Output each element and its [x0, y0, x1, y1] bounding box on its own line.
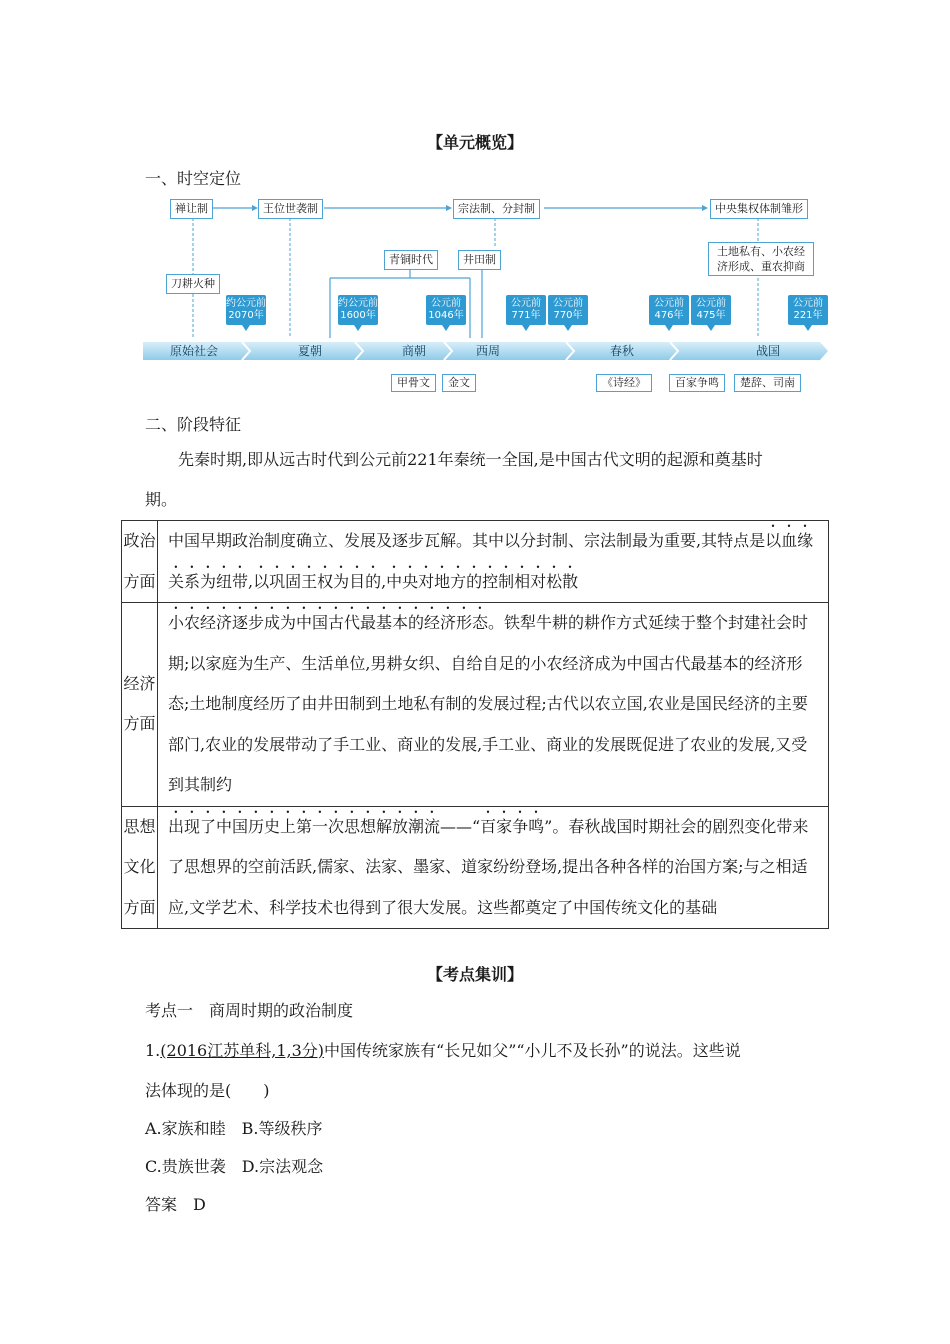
- table-row-label: 思想文化方面: [122, 806, 158, 929]
- row-text-emphasized: 出现了中国历史上第一次思想解放潮流——“百家争鸣”: [168, 816, 553, 836]
- table-row-content: [158, 521, 829, 603]
- timeline-box-oracle-bone: 甲骨文: [391, 374, 436, 392]
- exam-point-heading: 考点一 商周时期的政治制度: [145, 1001, 354, 1020]
- table-row-label: 经济方面: [122, 603, 158, 807]
- timeline-date-475bc: 公元前475年: [691, 295, 731, 325]
- timeline-diagram: [140, 190, 840, 400]
- timeline-date-221bc: 公元前221年: [788, 295, 828, 325]
- timeline-date-476bc: 公元前476年: [649, 295, 689, 325]
- table-row: [122, 806, 829, 929]
- question-1-answer: 答案 D: [145, 1195, 206, 1214]
- timeline-box-chuci-compass: 楚辞、司南: [734, 374, 801, 392]
- timeline-box-abdication: 禅让制: [170, 199, 213, 219]
- row-text-plain: 。铁犁牛耕的耕作方式延续于整个封建社会时期;以家庭为生产、生活单位,男耕女织、自给自足的小农经济成为中国古代最基本的经济形态;土地制度经历了由井田制到土地私有制的发展过程;古代以农立国,农业是国民经济的主要部门,农业的发展带动了手工业、商业的发展,手工业、商业的发展既促进了农业的发展,又受到其制约: [168, 613, 809, 794]
- row-text-plain: 中国早期政治制度确立、发展及逐步瓦解。其中以分封制、宗法制最为重要,其特点是: [168, 531, 766, 550]
- section-heading-stage-features: 二、阶段特征: [145, 415, 242, 434]
- era-shang: 商朝: [402, 344, 427, 358]
- question-1-options-ab: A.家族和睦 B.等级秩序: [145, 1119, 323, 1138]
- row-text-emphasized: 小农经济逐步成为中国古代最基本的经济形态: [168, 613, 489, 632]
- row-text-plain: 。春秋战国时期社会的剧烈变化带来了思想界的空前活跃,儒家、法家、墨家、道家纷纷登场,提出各种各样的治国方案;与之相适应,文学艺术、科学技术也得到了很大发展。这些都奠定了中国传统文化的基础: [168, 816, 809, 917]
- era-spring-autumn: 春秋: [610, 344, 635, 358]
- era-warring-states: 战国: [756, 344, 781, 358]
- era-primitive-society: 原始社会: [170, 344, 219, 358]
- stage-features-table: [121, 520, 829, 929]
- intro-paragraph-line2: 期。: [145, 490, 178, 509]
- timeline-box-hundred-schools: 百家争鸣: [669, 374, 725, 392]
- timeline-box-hereditary-throne: 王位世袭制: [258, 199, 323, 219]
- timeline-date-1046bc: 公元前1046年: [426, 295, 466, 325]
- table-row-content: [158, 603, 829, 807]
- table-row: [122, 603, 829, 807]
- question-number: 1.: [145, 1041, 161, 1060]
- era-western-zhou: 西周: [476, 344, 501, 358]
- timeline-box-slash-burn: 刀耕火种: [166, 274, 220, 294]
- timeline-box-patriarchal-feudal: 宗法制、分封制: [453, 199, 540, 219]
- question-1-line2: 法体现的是( ): [145, 1081, 270, 1100]
- timeline-box-bronze-age: 青铜时代: [384, 250, 438, 270]
- exam-points-title: 【考点集训】: [426, 965, 523, 984]
- intro-paragraph-line1: 先秦时期,即从远古时代到公元前221年秦统一全国,是中国古代文明的起源和奠基时: [178, 450, 763, 469]
- timeline-date-1600bc: 约公元前1600年: [338, 295, 378, 325]
- unit-overview-title: 【单元概览】: [426, 133, 523, 152]
- timeline-box-private-land: 土地私有、小农经济形成、重农抑商: [708, 242, 814, 276]
- section-heading-timeline: 一、时空定位: [145, 169, 242, 188]
- question-source: (2016江苏单科,1,3分): [160, 1041, 325, 1060]
- row-text-emphasized: 以血缘关系为纽带,以巩固王权为目的,中央对地方的控制相对松散: [168, 531, 814, 591]
- era-xia: 夏朝: [298, 344, 323, 358]
- timeline-box-bronze-script: 金文: [442, 374, 476, 392]
- table-row: [122, 521, 829, 603]
- timeline-box-book-of-songs: 《诗经》: [596, 374, 652, 392]
- timeline-box-centralized-system: 中央集权体制雏形: [710, 199, 808, 219]
- timeline-date-771bc: 公元前771年: [506, 295, 546, 325]
- table-row-label: 政治方面: [122, 521, 158, 603]
- question-1-line1: [145, 1038, 741, 1061]
- timeline-date-2070bc: 约公元前2070年: [226, 295, 266, 325]
- timeline-date-770bc: 公元前770年: [548, 295, 588, 325]
- table-row-content: [158, 806, 829, 929]
- question-1-options-cd: C.贵族世袭 D.宗法观念: [145, 1157, 324, 1176]
- question-text: 中国传统家族有“长兄如父”“小儿不及长孙”的说法。这些说: [324, 1041, 741, 1060]
- timeline-box-well-field: 井田制: [458, 250, 501, 270]
